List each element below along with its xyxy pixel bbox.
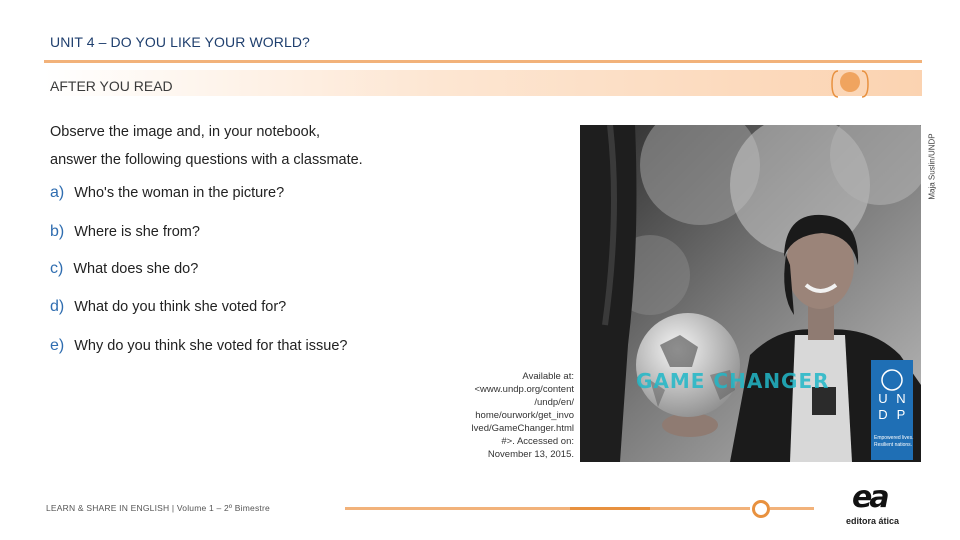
question-text: What does she do? bbox=[73, 261, 199, 277]
question-text: Who's the woman in the picture? bbox=[74, 185, 285, 201]
question-text: Why do you think she voted for that issue? bbox=[74, 338, 348, 354]
undp-letter: D bbox=[878, 407, 888, 422]
instruction-text bbox=[50, 118, 470, 174]
source-line: Available at: bbox=[522, 371, 574, 382]
question-d bbox=[50, 298, 286, 316]
header-rule bbox=[44, 60, 922, 63]
question-b bbox=[50, 223, 200, 241]
section-bar bbox=[44, 70, 922, 96]
question-letter: d) bbox=[50, 298, 65, 315]
undp-tagline bbox=[874, 435, 920, 449]
unit-title: UNIT 4 – DO YOU LIKE YOUR WORLD? bbox=[50, 34, 310, 50]
publisher-name: editora ática bbox=[846, 516, 900, 526]
question-c bbox=[50, 260, 198, 278]
footer-rule-accent bbox=[570, 507, 650, 510]
question-text: What do you think she voted for? bbox=[74, 299, 287, 315]
instruction-line-1: Observe the image and, in your notebook, bbox=[50, 124, 321, 140]
undp-tagline-line-1: Empowered lives. bbox=[874, 435, 914, 441]
question-letter: e) bbox=[50, 337, 65, 354]
section-circle-decoration bbox=[830, 69, 870, 99]
source-line: November 13, 2015. bbox=[487, 449, 574, 460]
source-line: #>. Accessed on: bbox=[501, 436, 574, 447]
publisher-logo-mark: ea bbox=[852, 480, 887, 515]
undp-letter: U bbox=[878, 391, 888, 406]
source-line: lved/GameChanger.html bbox=[471, 423, 574, 434]
source-citation bbox=[446, 370, 574, 461]
footer-rule-end bbox=[770, 507, 814, 510]
section-title: AFTER YOU READ bbox=[50, 78, 173, 94]
question-letter: a) bbox=[50, 184, 65, 201]
question-e bbox=[50, 337, 347, 355]
instruction-line-2: answer the following questions with a classmate. bbox=[50, 152, 363, 168]
question-letter: c) bbox=[50, 260, 64, 277]
photo-credit-text: Maja Suslin/UNDP bbox=[927, 133, 937, 200]
footer-rule bbox=[345, 507, 750, 510]
source-line: /undp/en/ bbox=[534, 397, 574, 408]
question-letter: b) bbox=[50, 223, 65, 240]
source-line: home/ourwork/get_invo bbox=[475, 410, 574, 421]
source-line: <www.undp.org/content bbox=[474, 384, 574, 395]
woman-with-ball-photo bbox=[580, 125, 921, 462]
undp-letters bbox=[874, 391, 910, 423]
undp-letter: N bbox=[896, 391, 906, 406]
photo-credit bbox=[926, 128, 938, 208]
undp-letter: P bbox=[896, 407, 906, 422]
footer-text: LEARN & SHARE IN ENGLISH | Volume 1 – 2º Bimestre bbox=[46, 503, 270, 513]
undp-tagline-line-2: Resilient nations. bbox=[874, 442, 913, 448]
publisher-logo bbox=[844, 480, 914, 530]
footer-circle-decoration bbox=[752, 500, 770, 518]
question-text: Where is she from? bbox=[74, 224, 200, 240]
game-changer-banner: GAME CHANGER bbox=[636, 369, 830, 393]
question-a bbox=[50, 184, 284, 202]
